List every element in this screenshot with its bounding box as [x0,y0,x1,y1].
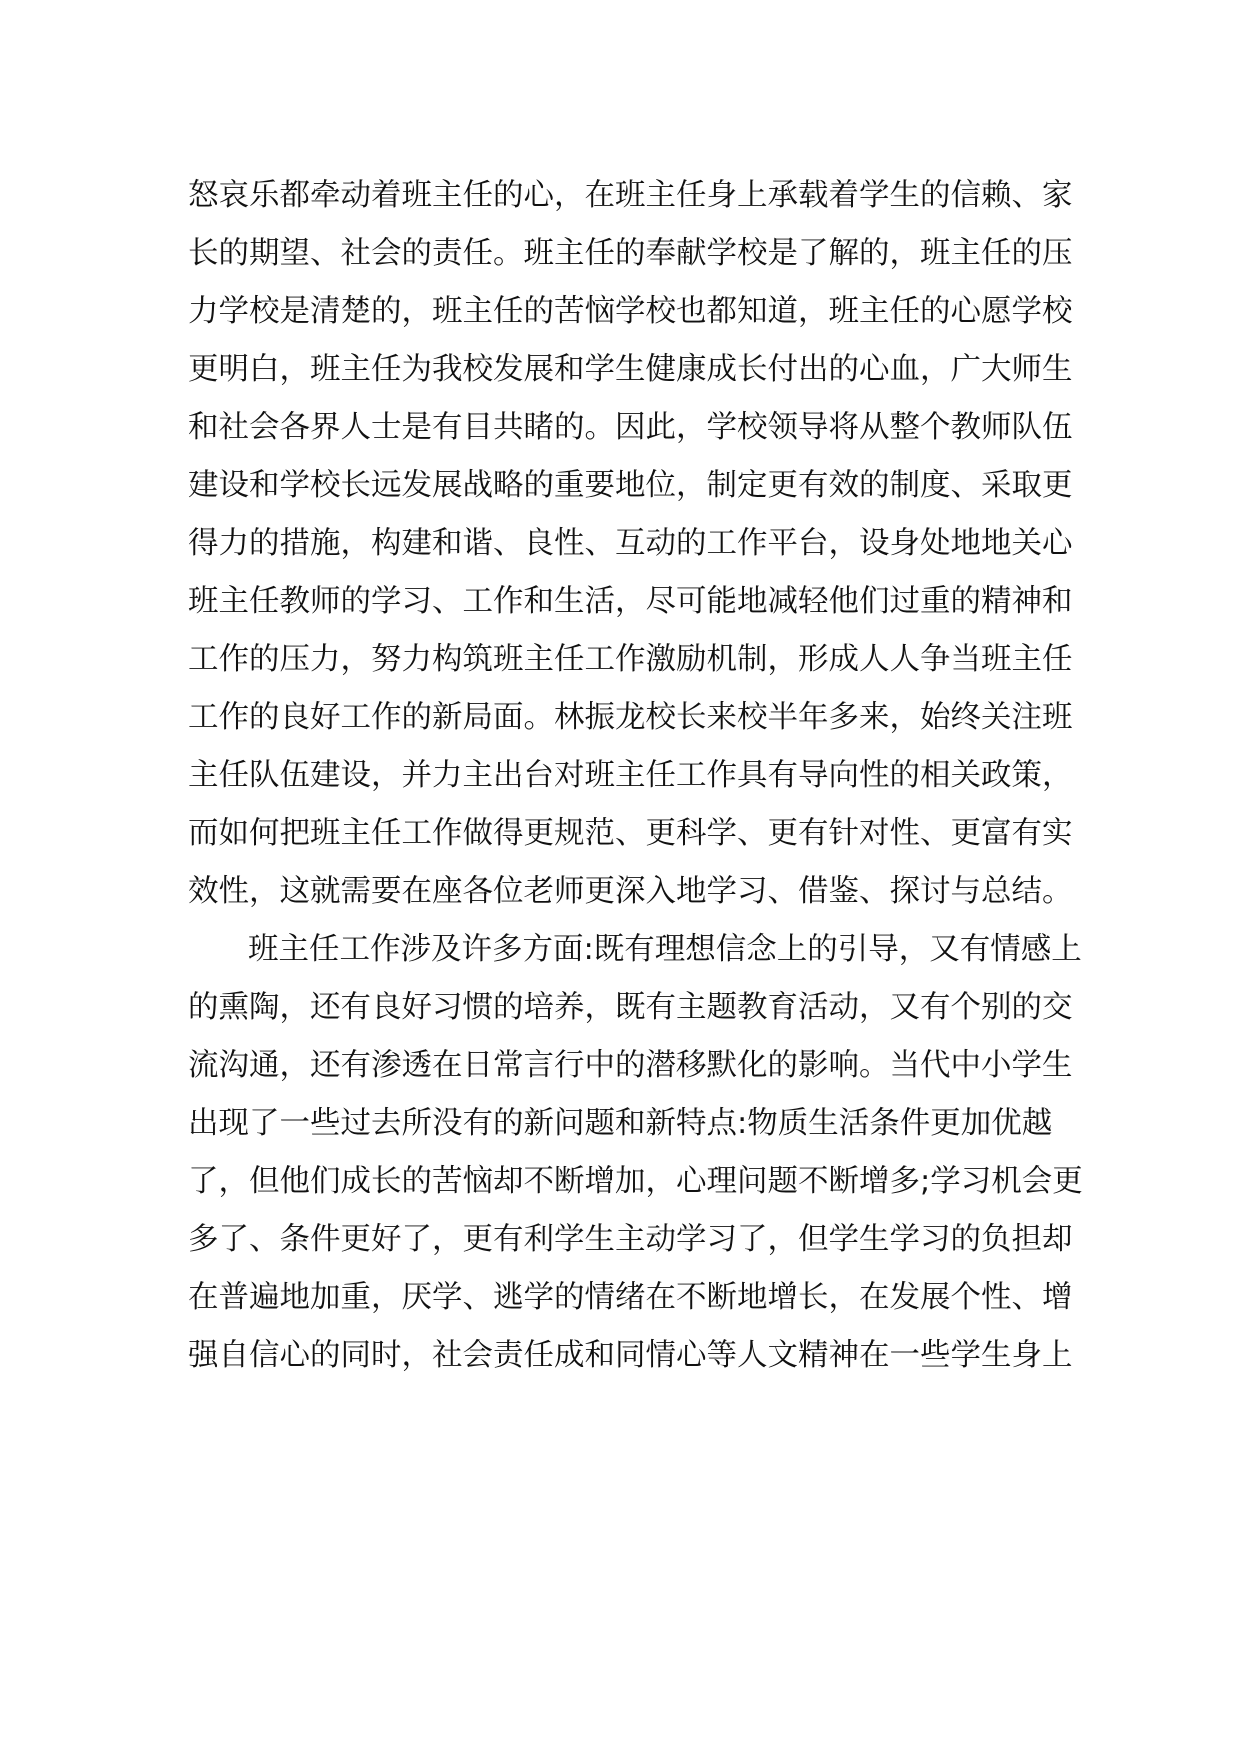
text-line: 主任队伍建设，并力主出台对班主任工作具有导向性的相关政策， [188,758,1073,793]
text-line: 怒哀乐都牵动着班主任的心，在班主任身上承载着学生的信赖、家 [188,178,1073,213]
text-line: 和社会各界人士是有目共睹的。因此，学校领导将从整个教师队伍 [188,410,1073,445]
text-line: 工作的良好工作的新局面。林振龙校长来校半年多来，始终关注班 [188,700,1073,735]
text-line: 效性，这就需要在座各位老师更深入地学习、借鉴、探讨与总结。 [188,874,1073,909]
text-line: 而如何把班主任工作做得更规范、更科学、更有针对性、更富有实 [188,816,1073,851]
text-line: 力学校是清楚的，班主任的苦恼学校也都知道，班主任的心愿学校 [188,294,1073,329]
text-line: 流沟通，还有渗透在日常言行中的潜移默化的影响。当代中小学生 [188,1048,1073,1083]
text-line: 在普遍地加重，厌学、逃学的情绪在不断地增长，在发展个性、增 [188,1280,1073,1315]
text-line: 建设和学校长远发展战略的重要地位，制定更有效的制度、采取更 [188,468,1073,503]
paragraph-first-line: 班主任工作涉及许多方面:既有理想信念上的引导，又有情感上 [248,932,1082,967]
text-line: 长的期望、社会的责任。班主任的奉献学校是了解的，班主任的压 [188,236,1073,271]
text-line: 班主任教师的学习、工作和生活，尽可能地减轻他们过重的精神和 [188,584,1073,619]
text-line: 了，但他们成长的苦恼却不断增加，心理问题不断增多;学习机会更 [188,1164,1083,1199]
text-line: 强自信心的同时，社会责任成和同情心等人文精神在一些学生身上 [188,1338,1073,1373]
text-line: 更明白，班主任为我校发展和学生健康成长付出的心血，广大师生 [188,352,1073,387]
text-line: 得力的措施，构建和谐、良性、互动的工作平台，设身处地地关心 [188,526,1073,561]
text-line: 出现了一些过去所没有的新问题和新特点:物质生活条件更加优越 [188,1106,1053,1141]
text-line: 的熏陶，还有良好习惯的培养，既有主题教育活动，又有个别的交 [188,990,1073,1025]
text-line: 工作的压力，努力构筑班主任工作激励机制，形成人人争当班主任 [188,642,1073,677]
text-line: 多了、条件更好了，更有利学生主动学习了，但学生学习的负担却 [188,1222,1073,1257]
